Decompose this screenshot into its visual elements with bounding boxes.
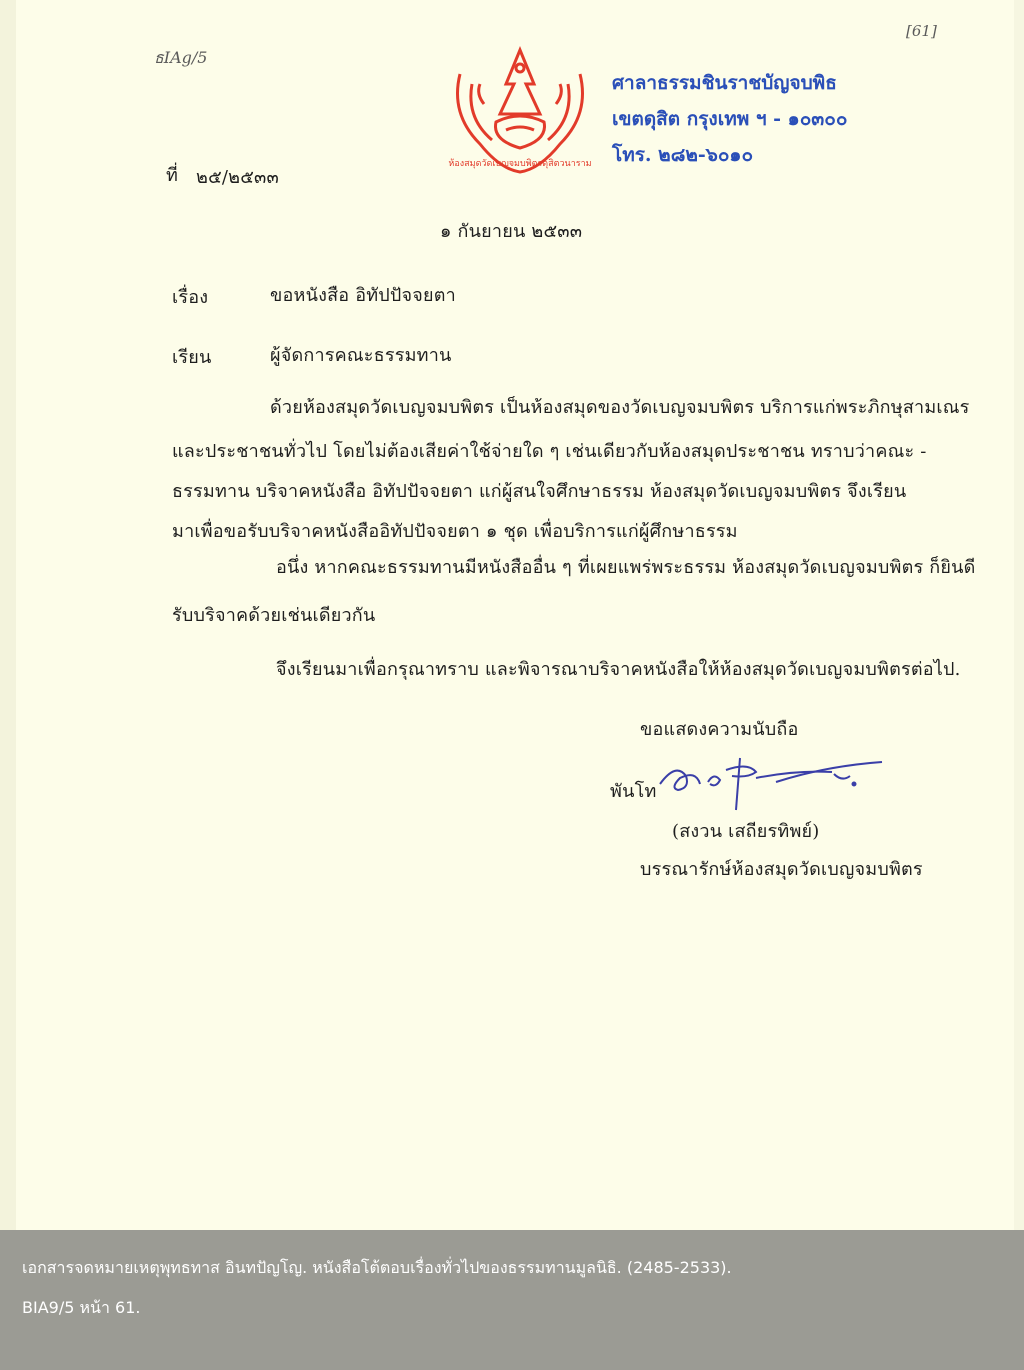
body-p2-line1: อนึ่ง หากคณะธรรมทานมีหนังสืออื่น ๆ ที่เผยแพร่พระธรรม ห้องสมุดวัดเบญจมบพิตร ก็ยินดี: [276, 557, 976, 578]
page-annotation: [61]: [906, 22, 937, 40]
signer-position: บรรณารักษ์ห้องสมุดวัดเบญจมบพิตร: [640, 859, 923, 880]
caption-page-ref: BIA9/5 หน้า 61.: [22, 1298, 141, 1317]
subject-label: เรื่อง: [172, 287, 209, 308]
body-p1-line1: ด้วยห้องสมุดวัดเบญจมบพิตร เป็นห้องสมุดของวัดเบญจมบพิตร บริการแก่พระภิกษุสามเณร: [270, 397, 970, 418]
body-p2-line2: รับบริจาคด้วยเช่นเดียวกัน: [172, 605, 376, 626]
closing-regards: ขอแสดงความนับถือ: [640, 719, 799, 740]
scan-edge-right: [1014, 0, 1024, 1230]
body-p3: จึงเรียนมาเพื่อกรุณาทราบ และพิจารณาบริจาคหนังสือให้ห้องสมุดวัดเบญจมบพิตรต่อไป.: [276, 659, 961, 680]
body-p1-line2: และประชาชนทั่วไป โดยไม่ต้องเสียค่าใช้จ่ายใด ๆ เช่นเดียวกับห้องสมุดประชาชน ทราบว่าคณะ -: [172, 441, 927, 462]
signature: [656, 748, 886, 818]
recipient-label: เรียน: [172, 347, 212, 368]
letter-date: ๑ กันยายน ๒๕๓๓: [440, 221, 583, 242]
scan-edge-left: [0, 0, 16, 1230]
archive-caption: [0, 1230, 1024, 1370]
subject-value: ขอหนังสือ อิทัปปัจจยตา: [270, 285, 456, 306]
body-p1-line3: ธรรมทาน บริจาคหนังสือ อิทัปปัจจยตา แก่ผู้สนใจศึกษาธรรม ห้องสมุดวัดเบญจมบพิตร จึงเรียน: [172, 481, 907, 502]
letterhead-phone: โทร. ๒๘๒-๖๐๑๐: [612, 144, 754, 166]
body-p1-line4: มาเพื่อขอรับบริจาคหนังสืออิทัปปัจจยตา ๑ ชุด เพื่อบริการแก่ผู้ศึกษาธรรม: [172, 521, 738, 542]
signer-name: (สงวน เสถียรทิพย์): [672, 821, 820, 842]
caption-citation: เอกสารจดหมายเหตุพุทธทาส อินทปัญโญ. หนังสือโต้ตอบเรื่องทั่วไปของธรรมทานมูลนิธิ. (2485-2533).: [22, 1258, 732, 1277]
signer-rank: พันโท: [610, 781, 657, 802]
recipient-value: ผู้จัดการคณะธรรมทาน: [270, 345, 452, 366]
library-seal: [440, 44, 600, 184]
seal-text: ห้องสมุดวัดเบญจมบพิตรดุสิตวนาราม: [448, 159, 592, 169]
reference-label: ที่: [166, 165, 179, 186]
letterhead-org: ศาลาธรรมชินราชบัญจบพิธ: [612, 72, 837, 94]
letterhead-address: เขตดุสิต กรุงเทพ ฯ - ๑๐๓๐๐: [612, 108, 848, 130]
archive-annotation: ธIAg/5: [154, 48, 208, 67]
reference-number: ๒๕/๒๕๓๓: [196, 167, 280, 188]
